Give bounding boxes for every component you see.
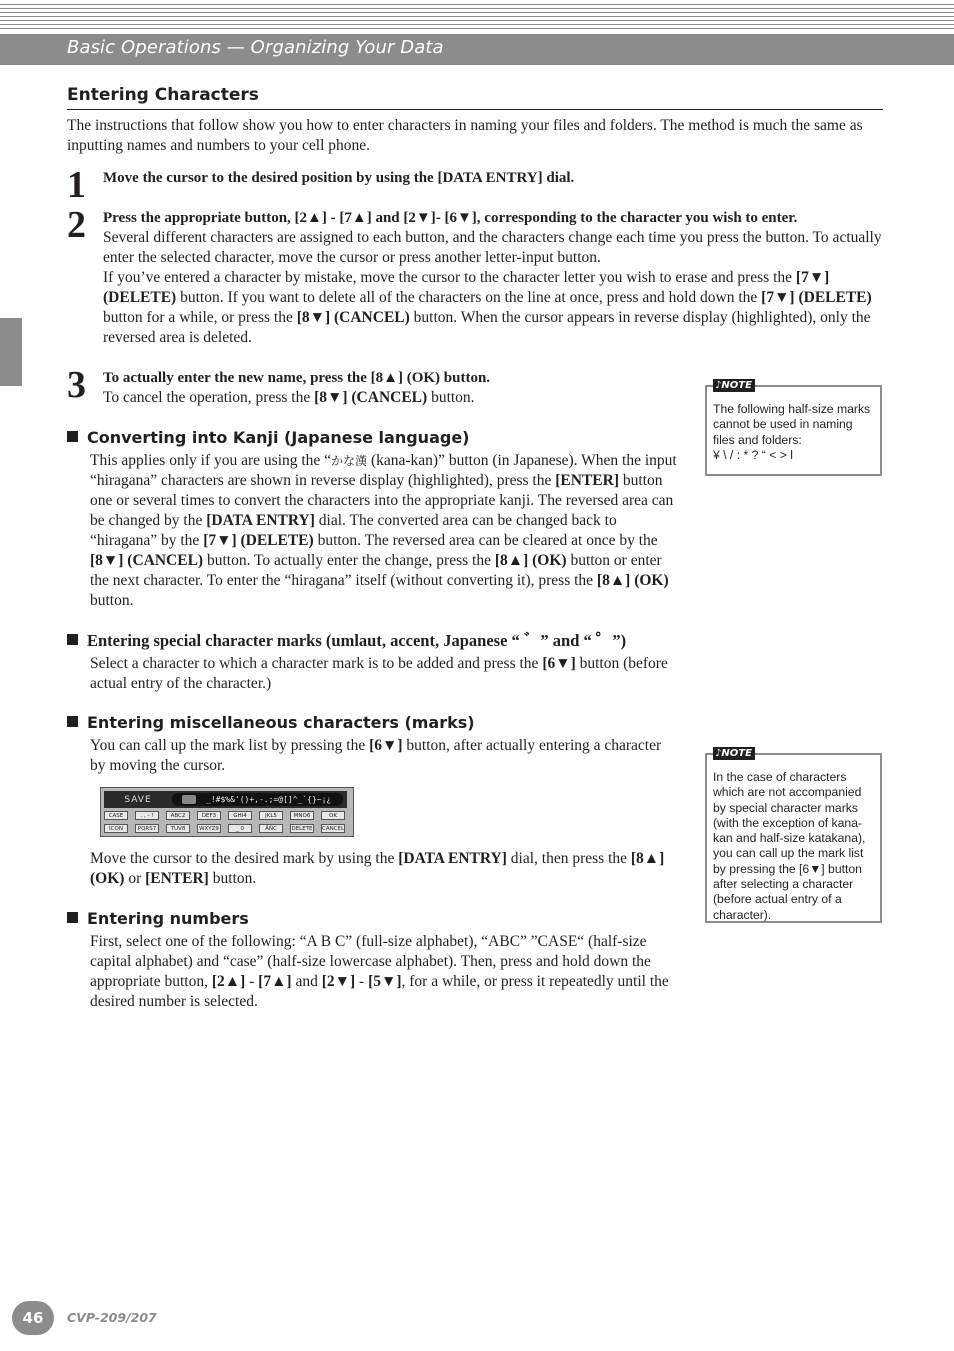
- folder-icon: [182, 795, 196, 804]
- lcd-key: . , - !: [135, 811, 159, 820]
- text: If you’ve entered a character by mistake, move the cursor to the character letter you wish to erase and press the: [103, 269, 793, 286]
- square-bullet-icon: [67, 634, 78, 645]
- misc-after-paragraph: [90, 849, 680, 889]
- step-number-2: 2: [67, 204, 86, 246]
- lcd-key: JKL5: [259, 811, 283, 820]
- text: To cancel the operation, press the: [103, 389, 311, 406]
- text: button. If you want to delete all of the characters on the line at once, press and hold down the: [180, 289, 758, 306]
- key-2-down: [2▼]: [321, 973, 356, 990]
- text: button.: [208, 870, 257, 887]
- heading-text: Entering miscellaneous characters (marks): [87, 713, 475, 732]
- delete-key: [7▼] (DELETE): [761, 289, 872, 306]
- special-paragraph: [90, 654, 685, 694]
- square-bullet-icon: [67, 431, 78, 442]
- kanji-paragraph: [90, 451, 680, 611]
- text: button (before actual entry of the character.): [90, 655, 668, 692]
- numbers-paragraph: First, select one of the following: “A B C” (full-size alphabet), “ABC” ”CASE“ (half-size capital alphabet) and “case” (half-size lowercase alphabet). Then, press and hold down the appropriate button, [2▲] - [7▲] and [2▼] - [5▼], for a while, or press it repeatedly until the desired number is selected.: [90, 933, 669, 1010]
- key-6-down: [6▼]: [369, 737, 403, 754]
- step-3-body: [103, 388, 703, 408]
- step-3-content: [103, 368, 703, 408]
- lcd-key: CANCEL: [322, 826, 345, 832]
- lcd-mark-list: _!#$%&'()+,-.;=@[]^_`{}~¡¿: [206, 795, 332, 804]
- heading-text: Entering special character marks (umlaut, accent, Japanese “ ゛” and “ ゜”): [87, 631, 627, 650]
- numbers-heading: [67, 909, 249, 929]
- data-entry-key: [DATA ENTRY]: [206, 512, 315, 529]
- kana-kan-glyph: かな漢: [331, 454, 368, 468]
- key-7-up: [7▲]: [258, 973, 292, 990]
- text: Move the cursor to the desired mark by using the: [90, 850, 399, 867]
- misc-paragraph: [90, 736, 680, 776]
- step-2-body-1: Several different characters are assigned to each button, and the characters change each time you press the button. To actually enter the selected character, move the cursor or press another letter-input button.: [103, 229, 882, 266]
- header-rules: [0, 0, 954, 30]
- step-3-heading: To actually enter the new name, press the [8▲] (OK) button.: [103, 370, 491, 386]
- text: You can call up the mark list by pressing the: [90, 737, 370, 754]
- note-marks: ¥ \ / : * ? “ < > l: [713, 447, 793, 462]
- lcd-key: WXYZ9: [197, 824, 221, 833]
- text: or: [124, 870, 146, 887]
- lcd-save-label: SAVE: [124, 795, 152, 805]
- delete-key: [7▼] (DELETE): [203, 532, 314, 549]
- note-box-1: [705, 380, 882, 476]
- ok-key: [8▲] (OK): [596, 572, 669, 589]
- lcd-key: ABC2: [166, 811, 190, 820]
- lcd-name-field: [172, 793, 343, 806]
- key-5-down: [5▼]: [368, 973, 402, 990]
- cancel-key: [8▼] (CANCEL): [296, 309, 410, 326]
- note-badge: ♪NOTE: [713, 747, 755, 760]
- text: button.: [431, 389, 475, 406]
- lcd-key: TUV8: [166, 824, 190, 833]
- text: button or enter the next character. To enter the “hiragana” itself (without converting it), press the: [90, 552, 662, 589]
- step-number-1: 1: [67, 164, 86, 206]
- lcd-key: OK: [321, 811, 345, 820]
- header-bar: [0, 34, 954, 65]
- text: (kana-kan)” button (in Japanese). When the input “hiragana” characters are shown in reverse display (highlighted), press the: [90, 452, 677, 489]
- text: button.: [90, 592, 134, 609]
- key-6-down: [6▼]: [542, 655, 576, 672]
- text: button, after actually entering a character by moving the cursor.: [90, 737, 662, 774]
- lcd-key: _ 0: [228, 824, 252, 833]
- text: button. The reversed area can be cleared at once by the: [313, 532, 658, 549]
- ok-key: [8▲] (OK): [90, 850, 665, 887]
- text: This applies only if you are using the “: [90, 452, 332, 469]
- enter-key: [ENTER]: [555, 472, 619, 489]
- heading-text: Converting into Kanji (Japanese language): [87, 428, 470, 447]
- note-badge: ♪NOTE: [713, 379, 755, 392]
- lcd-key: DELETE: [291, 826, 313, 832]
- enter-key: [ENTER]: [145, 870, 209, 887]
- data-entry-key: [DATA ENTRY]: [398, 850, 507, 867]
- text: , for a while, or press it repeatedly until the desired number is selected.: [90, 973, 669, 1010]
- lcd-screen-illustration: [100, 787, 354, 837]
- cancel-key: [8▼] (CANCEL): [314, 389, 428, 406]
- step-2-body-2: [103, 268, 888, 348]
- delete-key: [7▼] (DELETE): [103, 269, 830, 306]
- step-1-heading: Move the cursor to the desired position by using the [DATA ENTRY] dial.: [103, 170, 575, 186]
- misc-heading: [67, 713, 475, 733]
- cancel-key: [8▼] (CANCEL): [90, 552, 204, 569]
- section-title: Entering Characters: [67, 85, 883, 110]
- text: dial, then press the: [506, 850, 631, 867]
- lcd-key: PQRS7: [135, 824, 159, 833]
- text: First, select one of the following: “A B C” (full-size alphabet), “ABC” ”CASE“ (half-size capital alphabet) and “case” (half-size lowercase alphabet). Then, press and hold down the appropriate button,: [90, 933, 651, 990]
- note-box-2: [705, 748, 882, 923]
- square-bullet-icon: [67, 716, 78, 727]
- step-number-3: 3: [67, 364, 86, 406]
- chapter-tab: [0, 318, 22, 386]
- note-text: In the case of characters which are not accompanied by special character marks (with the exception of kana-kan and half-size katakana), you can call up the mark list by pressing the [6▼] button after selecting a character (before actual entry of a character).: [713, 770, 866, 922]
- text: button. When the cursor appears in reverse display (highlighted), only the reversed area is deleted.: [103, 309, 871, 346]
- page-number: 46: [12, 1301, 54, 1335]
- key-2-up: [2▲]: [211, 973, 246, 990]
- square-bullet-icon: [67, 912, 78, 923]
- special-heading: [67, 631, 626, 651]
- text: button. To actually enter the change, press the: [203, 552, 495, 569]
- lcd-key: CASE: [104, 811, 128, 820]
- lcd-key-grid: [104, 811, 347, 835]
- text: dial. The converted area can be changed back to “hiragana” by the: [90, 512, 617, 549]
- ok-key: [8▲] (OK): [494, 552, 567, 569]
- heading-text: Entering numbers: [87, 909, 249, 928]
- kanji-heading: [67, 428, 469, 448]
- model-name: CVP-209/207: [67, 1310, 157, 1325]
- lcd-key: DEF3: [197, 811, 221, 820]
- text: Select a character to which a character mark is to be added and press the: [90, 655, 543, 672]
- lcd-key: GHI4: [228, 811, 252, 820]
- lcd-key: MNO6: [290, 811, 314, 820]
- note-text: The following half-size marks cannot be used in naming files and folders:: [713, 402, 871, 447]
- step-2-content: [103, 208, 888, 348]
- text: button one or several times to convert the characters into the appropriate kanji. The reversed area can be changed by the: [90, 472, 674, 529]
- intro-paragraph: The instructions that follow show you how to enter characters in naming your files and folders. The method is much the same as inputting names and numbers to your cell phone.: [67, 117, 863, 154]
- header-title: Basic Operations — Organizing Your Data: [67, 37, 444, 58]
- step-2-heading: Press the appropriate button, [2▲] - [7▲] and [2▼]- [6▼], corresponding to the character you wish to enter.: [103, 210, 798, 226]
- lcd-key: ÄÑC: [259, 824, 283, 833]
- text: button for a while, or press the: [103, 309, 293, 326]
- lcd-top-bar: [104, 791, 347, 808]
- lcd-key: ICON: [104, 824, 128, 833]
